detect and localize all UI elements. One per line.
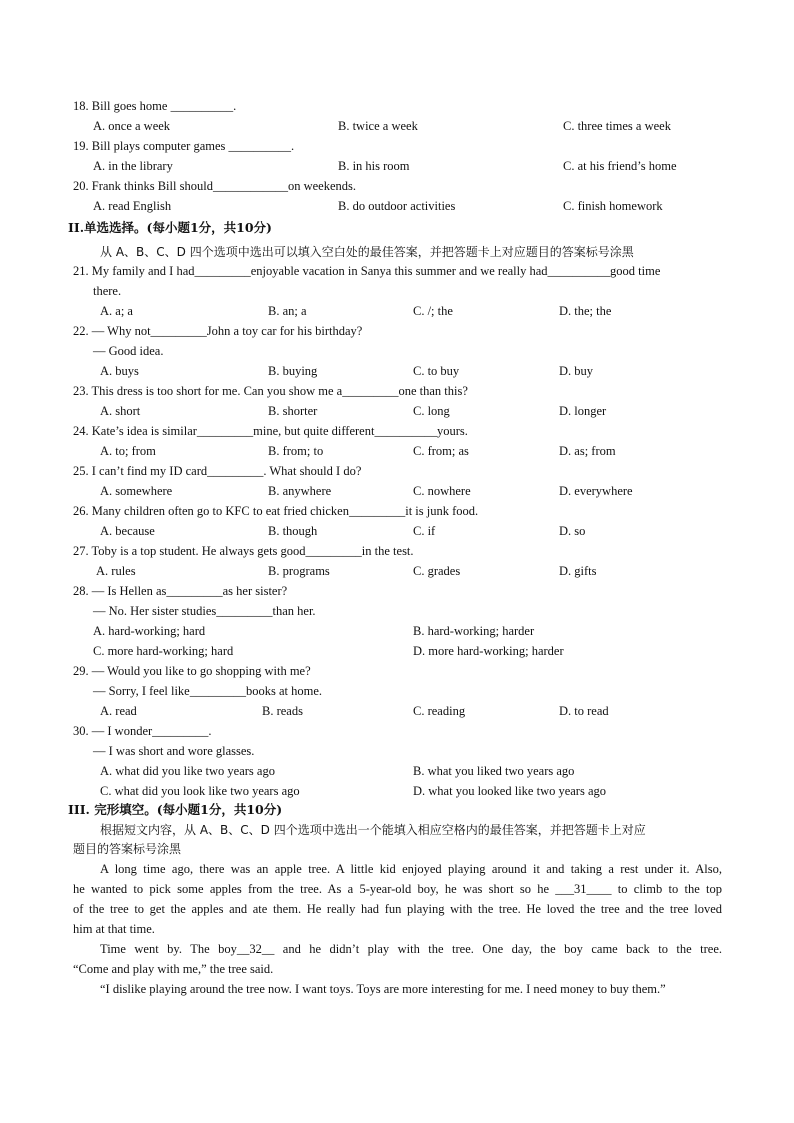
question-26: 26. Many children often go to KFC to eat fried chicken_________it is junk food. (73, 504, 479, 518)
option-b: B. what you liked two years ago (413, 764, 575, 778)
question-23: 23. This dress is too short for me. Can you show me a_________one than this? (73, 384, 468, 398)
option-a: A. read English (93, 199, 172, 213)
section-3-instruction: 根据短文内容，从 A、B、C、D 四个选项中选出一个能填入相应空格内的最佳答案，并把答题卡上对应 (100, 823, 646, 837)
section-3-instruction-cont: 题目的答案标号涂黑 (73, 842, 182, 856)
passage-line: “I dislike playing around the tree now. I want toys. Toys are more interesting for me. I need money to buy them.” (100, 982, 666, 996)
option-a: A. once a week (93, 119, 171, 133)
question-21: 21. My family and I had_________enjoyable vacation in Sanya this summer and we really had__________good time (73, 264, 661, 278)
option-b: B. though (268, 524, 318, 538)
option-a: A. in the library (93, 159, 173, 173)
question-22-cont: — Good idea. (93, 344, 164, 358)
option-b: B. anywhere (268, 484, 332, 498)
option-b: B. hard-working; harder (413, 624, 535, 638)
option-b: B. twice a week (338, 119, 418, 133)
option-a: A. to; from (100, 444, 156, 458)
section-2-title: II.单选选择。(每小题1分，共10分) (68, 220, 272, 235)
option-c: C. long (413, 404, 450, 418)
option-c: C. more hard-working; hard (93, 644, 234, 658)
option-a: A. short (100, 404, 141, 418)
passage-line: him at that time. (73, 922, 155, 936)
option-b: B. in his room (338, 159, 410, 173)
option-a: A. hard-working; hard (93, 624, 206, 638)
option-a: A. a; a (100, 304, 133, 318)
passage-line: Time went by. The boy__32__ and he didn’t play with the tree. One day, the boy came back to the tree. (100, 942, 722, 956)
passage-line: of the tree to get the apples and ate them. He really had fun playing with the tree. He loved the tree and the tree loved (73, 902, 722, 916)
option-d: D. the; the (559, 304, 612, 318)
question-30: 30. — I wonder_________. (73, 724, 212, 738)
question-30-cont: — I was short and wore glasses. (93, 744, 255, 758)
question-29: 29. — Would you like to go shopping with me? (73, 664, 311, 678)
option-a: A. somewhere (100, 484, 173, 498)
option-c: C. three times a week (563, 119, 671, 133)
option-a: A. what did you like two years ago (100, 764, 275, 778)
option-b: B. buying (268, 364, 318, 378)
option-b: B. do outdoor activities (338, 199, 456, 213)
passage-line: A long time ago, there was an apple tree. A little kid enjoyed playing around it and taking a rest under it. Also, (100, 862, 722, 876)
option-d: D. to read (559, 704, 609, 718)
option-a: A. rules (96, 564, 136, 578)
option-a: A. because (100, 524, 155, 538)
question-29-cont: — Sorry, I feel like_________books at home. (93, 684, 323, 698)
option-d: D. as; from (559, 444, 616, 458)
option-c: C. finish homework (563, 199, 663, 213)
section-3-title: III. 完形填空。(每小题1分，共10分) (68, 802, 283, 817)
question-20: 20. Frank thinks Bill should____________on weekends. (73, 179, 356, 193)
question-21-cont: there. (93, 284, 122, 298)
option-b: B. from; to (268, 444, 324, 458)
option-b: B. an; a (268, 304, 307, 318)
option-b: B. reads (262, 704, 303, 718)
section-2-instruction: 从 A、B、C、D 四个选项中选出可以填入空白处的最佳答案，并把答题卡上对应题目的答案标号涂黑 (100, 245, 634, 259)
question-24: 24. Kate’s idea is similar_________mine, but quite different__________yours. (73, 424, 468, 438)
option-c: C. what did you look like two years ago (100, 784, 300, 798)
question-27: 27. Toby is a top student. He always gets good_________in the test. (73, 544, 414, 558)
option-c: C. if (413, 524, 436, 538)
option-c: C. to buy (413, 364, 460, 378)
option-c: C. nowhere (413, 484, 471, 498)
option-c: C. /; the (413, 304, 453, 318)
option-d: D. longer (559, 404, 607, 418)
option-d: D. gifts (559, 564, 597, 578)
option-b: B. shorter (268, 404, 318, 418)
option-d: D. more hard-working; harder (413, 644, 564, 658)
option-c: C. from; as (413, 444, 469, 458)
option-d: D. everywhere (559, 484, 633, 498)
option-d: D. buy (559, 364, 594, 378)
option-d: D. so (559, 524, 586, 538)
question-22: 22. — Why not_________John a toy car for his birthday? (73, 324, 363, 338)
option-c: C. at his friend’s home (563, 159, 677, 173)
passage-line: he wanted to pick some apples from the tree. As a 5-year-old boy, he was short so he ___31____ to climb to the top (73, 882, 722, 896)
option-c: C. grades (413, 564, 461, 578)
question-28-cont: — No. Her sister studies_________than her. (93, 604, 316, 618)
option-d: D. what you looked like two years ago (413, 784, 607, 798)
question-25: 25. I can’t find my ID card_________. What should I do? (73, 464, 362, 478)
option-c: C. reading (413, 704, 466, 718)
question-18: 18. Bill goes home __________. (73, 99, 237, 113)
question-19: 19. Bill plays computer games __________. (73, 139, 295, 153)
question-28: 28. — Is Hellen as_________as her sister? (73, 584, 288, 598)
option-b: B. programs (268, 564, 330, 578)
option-a: A. buys (100, 364, 139, 378)
option-a: A. read (100, 704, 137, 718)
passage-line: “Come and play with me,” the tree said. (73, 962, 274, 976)
